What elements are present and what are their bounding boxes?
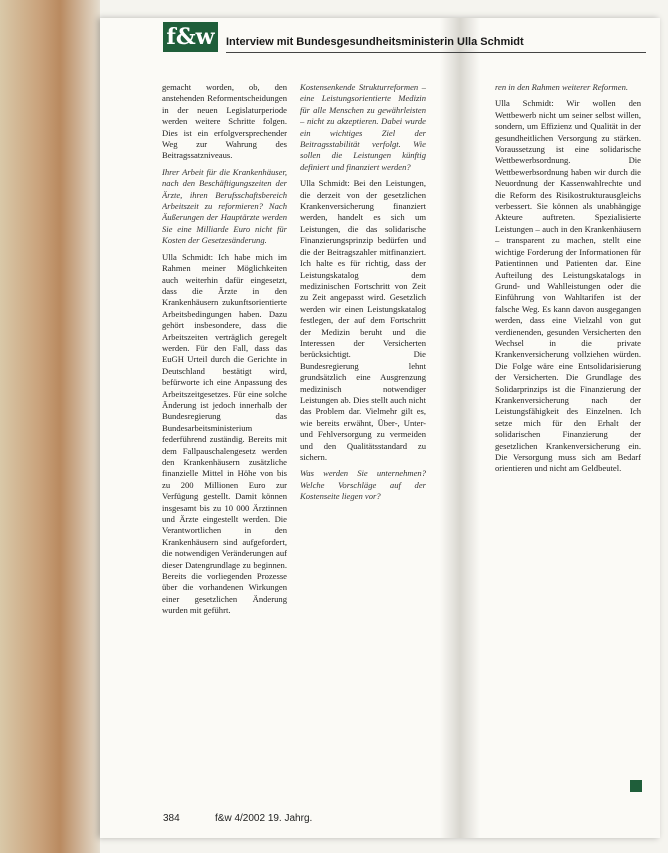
paragraph: Was werden Sie unternehmen? Welche Vorschläge auf der Kostenseite liegen vor? xyxy=(300,468,426,502)
paragraph: Kostensenkende Strukturreformen – eine Leistungsorientierte Medizin für alle Menschen zu gewährleisten – nicht zu akzeptieren. Dabei wurde ein wichtiges Ziel der Beitragsstabilität verfolgt. Wie sollen die Leistungen künftig definiert und finanziert werden? xyxy=(300,82,426,172)
paragraph: Ulla Schmidt: Bei den Leistungen, die derzeit von der gesetzlichen Krankenversicherung finanziert werden, handelt es sich um Leistungen, die das solidarische Finanzierungsprinzip bedürfen und die der Beitragszahler mitfinanziert. Ich halte es für richtig, dass der Leistungskatalog dem medizinischen Fortschritt von Zeit zu Zeit angepasst wird. Gesetzlich werden wir einen Leistungskatalog festlegen, der auf dem Fortschritt der Medizin beruht und die Interessen der Versicherten berücksichtigt. Die Bundesregierung lehnt grundsätzlich eine Ausgrenzung medizinisch notwendiger Leistungen ab. Dies stellt auch nicht das Problem dar. Vielmehr gilt es, wie bereits erwähnt, Über-, Unter- und Fehlversorgung zu vermeiden und den Qualitätsstandard zu sichern. xyxy=(300,178,426,462)
paragraph: Ulla Schmidt: Ich habe mich im Rahmen meiner Möglichkeiten auch weiterhin dafür eingesetzt, dass die Ärzte in den Krankenhäusern zukunftsorientierte Arbeitsbedingungen haben. Dazu gehört insbesondere, dass die Arbeitszeiten verträglich geregelt werden. Für den Fall, dass das EuGH Urteil durch die Gerichte in Deutschland bestätigt wird, befürworte ich eine Anpassung des Arbeitszeitgesetzes. Für eine solche Änderung ist jedoch innerhalb der Bundesregierung das Bundesarbeitsministerium federführend zuständig. Bereits mit dem Fallpauschalengesetz werden den Krankenhäusern zusätzliche finanzielle Mittel in Höhe von bis zu 200 Millionen Euro zur Verfügung gestellt. Damit können insgesamt bis zu 10 000 Ärztinnen und Ärzte eingestellt werden. Die Verantwortlichen in den Krankenhäusern sind aufgefordert, die notwendigen Veränderungen auf dieser Datengrundlage zu beginnen. Bereits die vorliegenden Prozesse über die vorhandenen Wirkungen einer gesetzlichen Änderung wurden mit geführt. xyxy=(162,251,287,616)
running-head: Interview mit Bundesgesundheitsministerin Ulla Schmidt xyxy=(226,36,524,48)
paragraph: gemacht worden, ob, den anstehenden Reformentscheidungen in der neuen Legislaturperiode werden weitere Schritte folgen. Dies ist ein erfolgversprechender Weg zur Wahrung des Beitragssatzniveaus. xyxy=(162,82,287,161)
end-mark-icon xyxy=(630,780,642,792)
text-column-1 xyxy=(162,82,287,780)
magazine-logo: f&w xyxy=(163,22,218,52)
paragraph: ren in den Rahmen weiterer Reformen. xyxy=(495,82,629,92)
page-gutter-shadow xyxy=(440,18,480,838)
issue-info: f&w 4/2002 19. Jahrg. xyxy=(215,813,313,824)
book-page-edges xyxy=(0,0,100,853)
paragraph: Ihrer Arbeit für die Krankenhäuser, nach den Beschäftigungszeiten der Ärzte, ihren Berufsschaftsbereich Arbeitszeit zu reformieren? Nach Äußerungen der Hauptärzte werden Sie eine Milliarde Euro nicht für Kosten der Gesetzesänderung. xyxy=(162,166,287,246)
text-column-2 xyxy=(300,82,426,780)
paragraph: Ulla Schmidt: Wir wollen den Wettbewerb nicht um seiner selbst willen, sondern, um Effizienz und Qualität in der gesundheitlichen Versorgung zu stärken. Voraussetzung ist eine solidarische Wettbewerbsordnung. Die Wettbewerbsordnung haben wir durch die Neuordnung der Kassenwahlrechte und die Reform des Risikostrukturausgleichs verbessert. Sie können als unabhängige Akteure auftreten. Spezialisierte Leistungen – auch in den Krankenhäusern – transparent zu machen, stellt eine wichtige Forderung der Informationen für Patientinnen und Patienten dar. Eine Aufteilung des Leistungskatalogs in Grund- und Wahlleistungen oder die Einführung von Wahltarifen ist der falsche Weg. Es kann davon ausgegangen werden, dass eine Vielzahl von gut verdienenden, gesunden Versicherten den Wechsel in die private Krankenversicherung vollziehen würden. Die Folge wäre eine Entsolidarisierung der Versicherten. Die Grundlage des Solidarprinzips ist die Finanzierung der Krankenversicherung nach der Leistungsfähigkeit des Einzelnen. Ich setze mich für den Erhalt der solidarischen Finanzierung der gesetzlichen Krankenversicherung ein. Die Versorgung muss sich am Bedarf orientieren und nicht am Geldbeutel. xyxy=(495,98,641,474)
page-number: 384 xyxy=(163,813,180,824)
text-column-3 xyxy=(495,82,641,772)
header-rule xyxy=(226,52,646,53)
